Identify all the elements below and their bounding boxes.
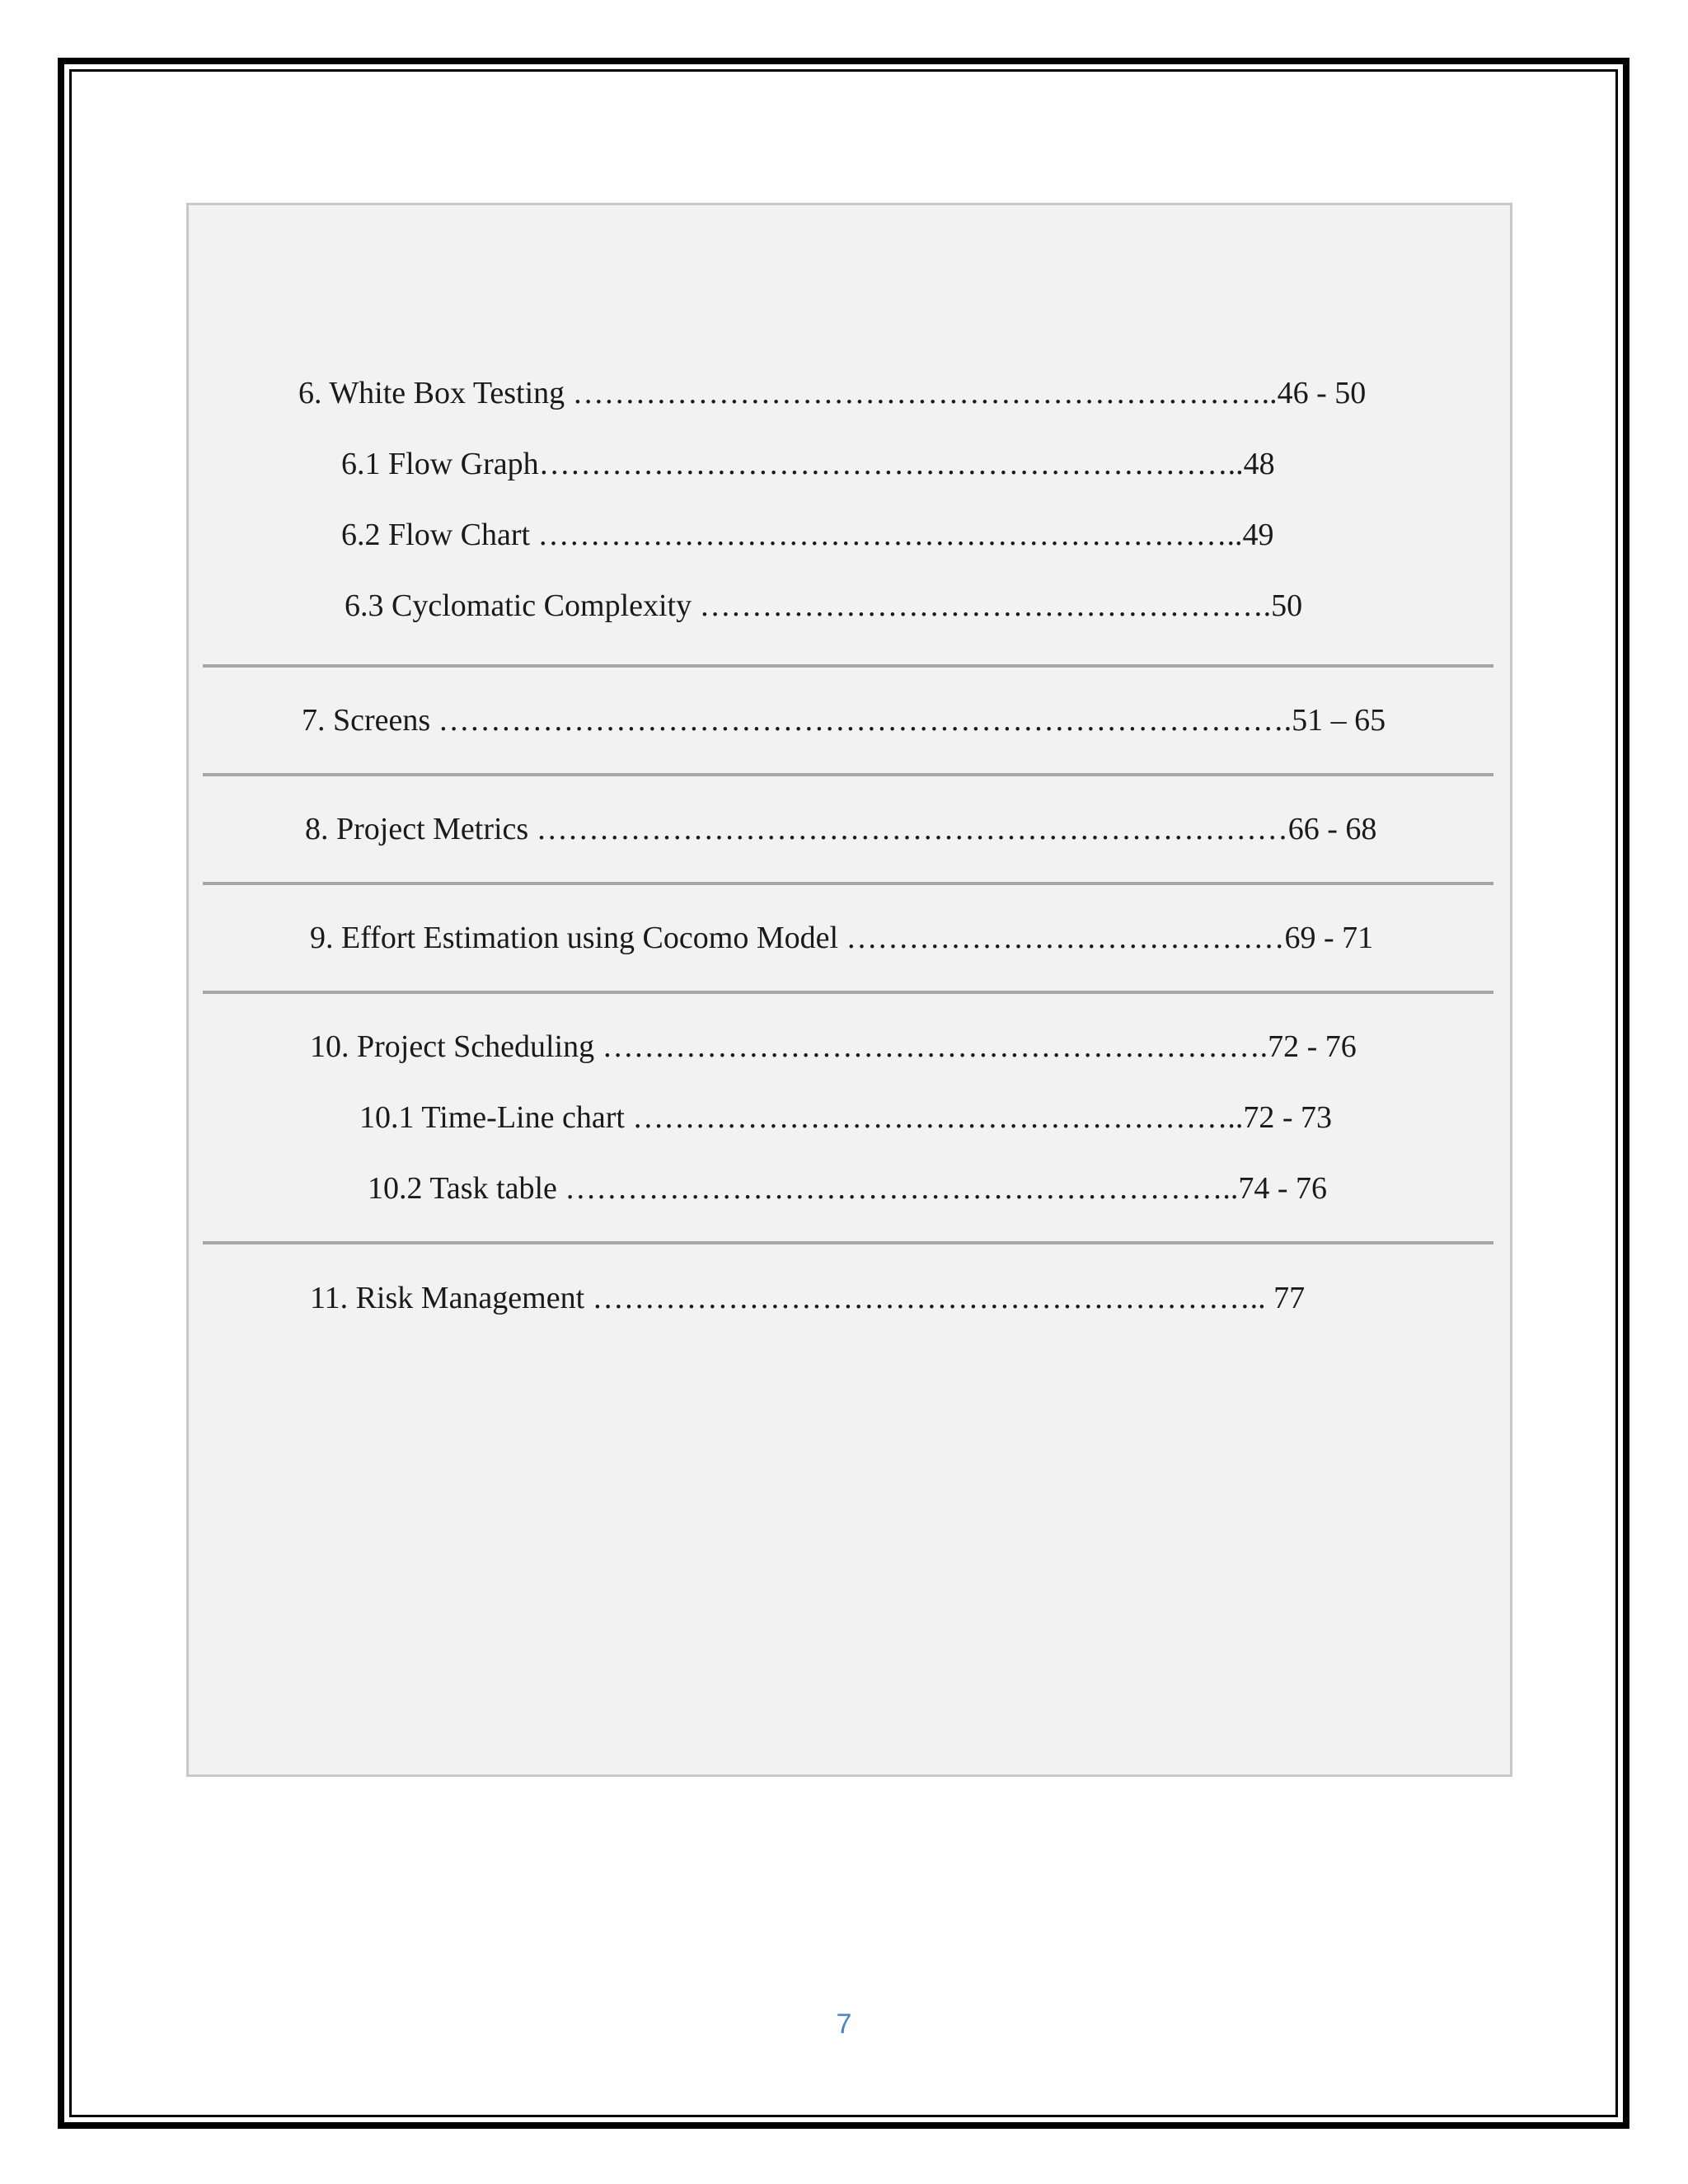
page-number: 7 [836, 2008, 852, 2040]
toc-entry-flow-chart: 6.2 Flow Chart …………………………………………………………..49 [341, 518, 1274, 552]
toc-entry-flow-graph: 6.1 Flow Graph…………………………………………………………..48 [341, 447, 1275, 481]
toc-entry-cyclomatic-complexity: 6.3 Cyclomatic Complexity ……………………………………………….50 [345, 588, 1303, 623]
toc-divider [203, 773, 1493, 776]
toc-divider [203, 991, 1493, 994]
toc-divider [203, 1241, 1493, 1244]
toc-entry-task-table: 10.2 Task table ………………………………………………………..74 - 76 [368, 1171, 1328, 1206]
toc-entry-risk-management: 11. Risk Management ……………………………………………………….. 77 [310, 1281, 1306, 1315]
toc-entry-effort-estimation: 9. Effort Estimation using Cocomo Model ……………………………………69 - 71 [310, 921, 1374, 955]
toc-entry-white-box-testing: 6. White Box Testing …………………………………………………………..46 - 50 [298, 376, 1367, 410]
toc-entry-project-scheduling: 10. Project Scheduling ……………………………………………………….72 - 76 [310, 1029, 1357, 1064]
toc-entry-time-line-chart: 10.1 Time-Line chart …………………………………………………..72 - 73 [359, 1100, 1333, 1135]
toc-entry-screens: 7. Screens ……………………………………………………………………….51 – 65 [302, 703, 1386, 738]
toc-divider [203, 664, 1493, 668]
toc-entry-project-metrics: 8. Project Metrics ………………………………………………………………66 - 68 [305, 812, 1377, 846]
table-of-contents-box [186, 203, 1512, 1777]
toc-divider [203, 882, 1493, 885]
